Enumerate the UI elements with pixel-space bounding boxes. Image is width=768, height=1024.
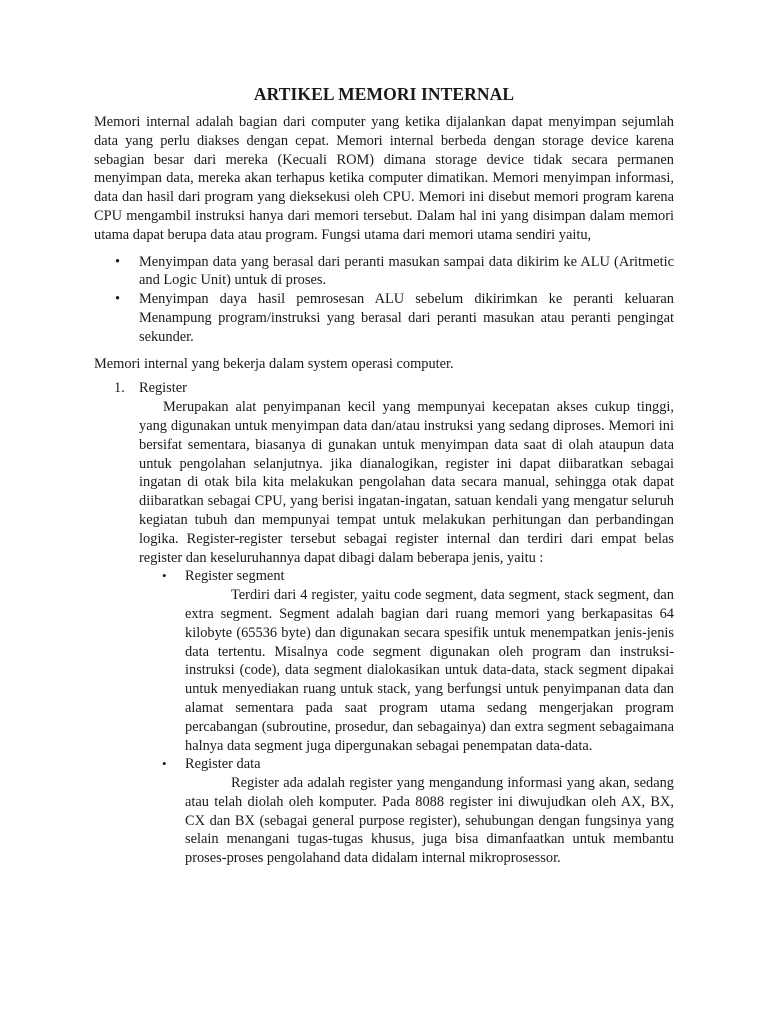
function-text: Menyimpan daya hasil pemrosesan ALU sebelum dikirimkan ke peranti keluaran Menampung program/instruksi yang berasal dari peranti masukan atau peranti pengingat sekunder.	[139, 291, 674, 345]
document-title: ARTIKEL MEMORI INTERNAL	[253, 84, 515, 104]
bullet-icon: •	[162, 568, 167, 584]
sections-list	[94, 379, 674, 868]
section-body: Merupakan alat penyimpanan kecil yang mempunyai kecepatan akses cukup tinggi, yang digunakan untuk menyimpan data dan/atau instruksi yang sedang diproses. Memori ini bersifat sementara, biasanya di gunakan untuk menyimpan data saat di olah ataupun data untuk pengolahan selanjutnya. jika dianalogikan, register ini dapat diibaratkan sebagai ingatan di otak bila kita melakukan pengolahan data secara manual, sehingga otak dapat diibaratkan sebagai CPU, yang berisi ingatan-ingatan, satuan kendali yang mengatur seluruh kegiatan tubuh dan mempunyai tempat untuk melakukan perhitungan dan perbandingan logika. Register-register tersebut sebagai register internal dan terdiri dari empat belas register dan keseluruhannya dapat dibagi dalam beberapa jenis, yaitu :	[139, 399, 674, 566]
function-item	[115, 290, 674, 346]
bullet-icon: •	[162, 756, 167, 772]
register-type-heading: Register data	[185, 756, 261, 773]
function-item	[115, 253, 674, 291]
register-type-item	[162, 567, 674, 755]
functions-list	[94, 253, 674, 347]
system-line: Memori internal yang bekerja dalam system operasi computer.	[94, 355, 454, 372]
register-type-item	[162, 755, 674, 868]
register-type-heading: Register segment	[185, 568, 285, 585]
section-register	[114, 379, 674, 868]
register-type-body: Terdiri dari 4 register, yaitu code segment, data segment, stack segment, dan extra segment. Segment adalah bagian dari ruang memori yang berkapasitas 64 kilobyte (65536 byte) dan digunakan secara spesifik untuk menempatkan jenis-jenis data tertentu. Misalnya code segment digunakan oleh program dan instruksi-instruksi (code), data segment dialokasikan untuk data-data, stack segment dipakai untuk menyediakan ruang untuk stack, yang berfungsi untuk penyimpanan data dan alamat sementara pada saat program utama sedang mengerjakan program percabangan (subroutine, prosedur, dan sebagainya) dan extra segment sebagaimana halnya data segment juga dipergunakan sebagai penempatan data-data.	[185, 587, 674, 754]
bullet-icon: •	[115, 291, 121, 308]
function-text: Menyimpan data yang berasal dari peranti masukan sampai data dikirim ke ALU (Aritmetic and Logic Unit) untuk di proses.	[139, 253, 674, 289]
register-type-body: Register ada adalah register yang mengandung informasi yang akan, sedang atau telah diolah oleh komputer. Pada 8088 register ini diwujudkan oleh AX, BX, CX dan BX (sebagai general purpose register), sehubungan dengan fungsinya yang selain menangani tugas-tugas khusus, juga bisa dimanfaatkan untuk membantu proses-proses pengolahand data didalam internal mikroprosessor.	[185, 775, 674, 867]
section-number: 1.	[114, 380, 125, 397]
section-heading: Register	[139, 380, 187, 397]
intro-paragraph: Memori internal adalah bagian dari computer yang ketika dijalankan dapat menyimpan sejumlah data yang perlu diakses dengan cepat. Memori internal berbeda dengan storage device karena sebagian besar dari mereka (Kecuali ROM) dimana storage device tidak secara permanen menyimpan data, mereka akan terhapus ketika computer dimatikan. Memori menyimpan informasi, data dan hasil dari program yang dieksekusi oleh CPU. Memori ini disebut memori program karena CPU mengambil instruksi hanya dari memori tersebut. Dalam hal ini yang disimpan dalam memori utama dapat berupa data atau program. Fungsi utama dari memori utama sendiri yaitu,	[94, 114, 674, 243]
bullet-icon: •	[115, 253, 121, 270]
register-types-list	[139, 567, 674, 868]
